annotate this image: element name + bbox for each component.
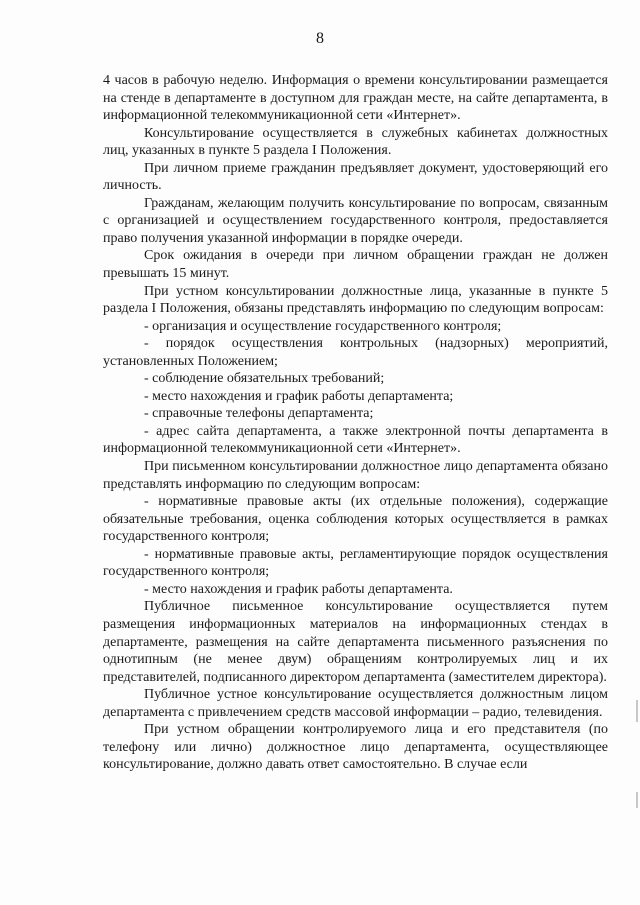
list-item: - организация и осуществление государственного контроля; — [144, 318, 502, 334]
list-item: - адрес сайта департамента, а также электронной почты департамента в информационной телекоммуникационной сети «Интернет». — [103, 423, 608, 457]
list-item: - порядок осуществления контрольных (надзорных) мероприятий, установленных Положением; — [103, 336, 608, 369]
paragraph: При личном приеме гражданин предъявляет документ, удостоверяющий его личность. — [103, 160, 608, 194]
scan-edge-mark — [636, 792, 638, 808]
list-item: - справочные телефоны департамента; — [144, 406, 374, 422]
paragraph: Публичное письменное консультирование осуществляется путем размещения информационных материалов на информационных стендах в департаменте, размещения на сайте департамента письменного разъяснения по однотипным (не менее двум) обращениям контролируемых лиц и их представителей, подписанного директором департамента (заместителем директора). — [103, 599, 608, 685]
paragraph: 4 часов в рабочую неделю. Информация о времени консультировании размещается на стенде в департаменте в доступном для граждан месте, на сайте департамента, в информационной телекоммуникационной сети «Интернет». — [103, 73, 608, 124]
list-item: - место нахождения и график работы департамента. — [144, 581, 453, 597]
paragraph: Публичное устное консультирование осуществляется должностным лицом департамента с привлечением средств массовой информации – радио, телевидения. — [103, 687, 608, 720]
page-number: 8 — [316, 30, 324, 47]
paragraph: Срок ожидания в очереди при личном обращении граждан не должен превышать 15 минут. — [103, 248, 608, 282]
list-item: - место нахождения и график работы департамента; — [144, 388, 454, 404]
list-item: - нормативные правовые акты, регламентирующие порядок осуществления государственного контроля; — [103, 546, 608, 580]
scan-edge-mark — [636, 700, 638, 722]
paragraph: При устном консультировании должностные лица, указанные в пункте 5 раздела I Положения, обязаны представлять информацию по следующим вопросам: — [103, 283, 608, 317]
paragraph: Гражданам, желающим получить консультирование по вопросам, связанным с организацией и осуществлением государственного контроля, предоставляется право получения указанной информации в порядке очереди. — [103, 195, 608, 246]
paragraph: При письменном консультировании должностное лицо департамента обязано представлять информацию по следующим вопросам: — [103, 459, 608, 492]
list-item: - соблюдение обязательных требований; — [144, 371, 385, 387]
paragraph: Консультирование осуществляется в служебных кабинетах должностных лиц, указанных в пункте 5 раздела I Положения. — [103, 125, 608, 159]
list-item: - нормативные правовые акты (их отдельные положения), содержащие обязательные требования, оценка соблюдения которых осуществляется в рамках государственного контроля; — [103, 494, 608, 545]
body-text — [103, 72, 608, 774]
paragraph: При устном обращении контролируемого лица и его представителя (по телефону или лично) должностное лицо департамента, осуществляющее консультирование, должно давать ответ самостоятельно. В случае если — [103, 722, 608, 773]
